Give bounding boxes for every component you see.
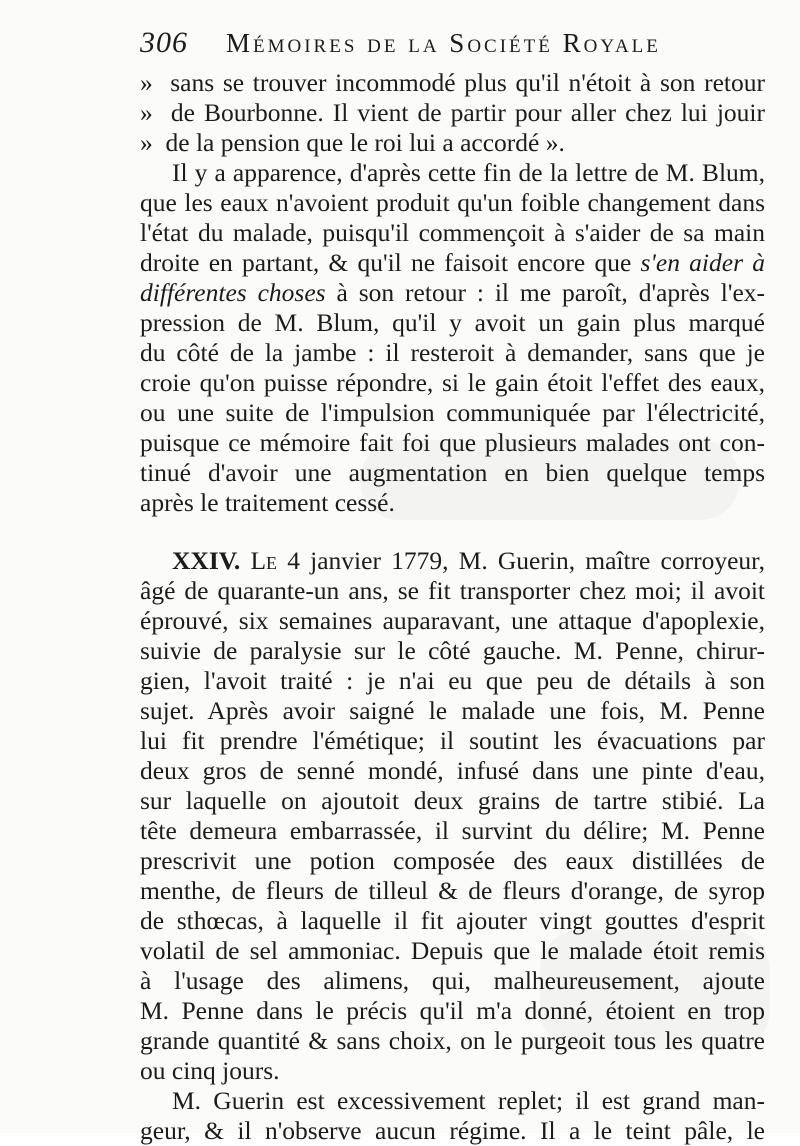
text-line: » de Bourbonne. Il vient de partir pour aller chez lui jouir [140,98,765,128]
text-segment: à son retour : il me paroît, d'après l'ex- [336,278,765,307]
page-header [140,26,700,66]
text-line: » sans se trouver incommodé plus qu'il n'étoit à son retour [140,68,765,98]
text-line: prescrivit une potion composée des eaux distillées de [140,846,765,875]
text-segment: 4 janvier 1779, M. Guerin, maître corroyeur, [287,546,765,575]
text-line: pression de M. Blum, qu'il y avoit un gain plus marqué [140,308,765,337]
text-line: » de la pension que le roi lui a accordé ». [140,128,765,158]
text-line: éprouvé, six semaines auparavant, une attaque d'apoplexie, [140,606,765,635]
text-line: ou cinq jours. [140,1056,280,1085]
case-lead-word: Le [250,546,278,575]
text-line: ou une suite de l'impulsion communiquée par l'électricité, [140,398,765,427]
text-line: grande quantité & sans choix, on le purgeoit tous les quatre [140,1026,765,1055]
page-number: 306 [140,26,188,59]
text-line [140,248,765,278]
text-line: suivie de paralysie sur le côté gauche. M. Penne, chirur- [140,636,765,665]
text-line: à l'usage des alimens, qui, malheureusement, ajoute [140,966,765,995]
text-line: sujet. Après avoir saigné le malade une fois, M. Penne [140,696,765,725]
text-segment: droite en partant, & qu'il ne faisoit encore que [140,248,632,277]
text-line: geur, & il n'observe aucun régime. Il a le teint pâle, le [140,1116,765,1145]
text-line: l'état du malade, puisqu'il commençoit à s'aider de sa main [140,218,765,247]
text-line: après le traitement cessé. [140,488,395,517]
text-line: que les eaux n'avoient produit qu'un foible changement dans [140,188,765,217]
text-line: volatil de sel ammoniac. Depuis que le malade étoit remis [140,936,765,965]
text-line: M. Guerin est excessivement replet; il est grand man- [172,1086,765,1115]
case-number: XXIV. [172,546,241,575]
text-line: sur laquelle on ajoutoit deux grains de tartre stibié. La [140,786,765,815]
text-line: Il y a apparence, d'après cette fin de la lettre de M. Blum, [172,158,765,187]
text-line: tinué d'avoir une augmentation en bien quelque temps [140,458,765,487]
text-line: croie qu'on puisse répondre, si le gain étoit l'effet des eaux, [140,368,765,397]
text-line: menthe, de fleurs de tilleul & de fleurs d'orange, de syrop [140,876,765,905]
text-line: puisque ce mémoire fait foi que plusieurs malades ont con- [140,428,765,457]
body-text [140,68,765,1146]
text-line: M. Penne dans le précis qu'il m'a donné, étoient en trop [140,996,765,1025]
running-title: Mémoires de la Société Royale [226,28,661,58]
text-line: tête demeura embarrassée, il survint du délire; M. Penne [140,816,765,845]
text-line: du côté de la jambe : il resteroit à demander, sans que je [140,338,765,367]
italic-text: différentes choses [140,278,326,307]
paragraph-gap [140,518,765,546]
text-line: de sthœcas, à laquelle il fit ajouter vingt gouttes d'esprit [140,906,765,935]
italic-text: s'en aider à [640,248,765,277]
text-line: lui fit prendre l'émétique; il soutint les évacuations par [140,726,765,755]
text-line [140,278,765,308]
case-heading-line [140,546,765,576]
text-line: âgé de quarante-un ans, se fit transporter chez moi; il avoit [140,576,765,605]
text-line: deux gros de senné mondé, infusé dans une pinte d'eau, [140,756,765,785]
text-line: gien, l'avoit traité : je n'ai eu que peu de détails à son [140,666,765,695]
